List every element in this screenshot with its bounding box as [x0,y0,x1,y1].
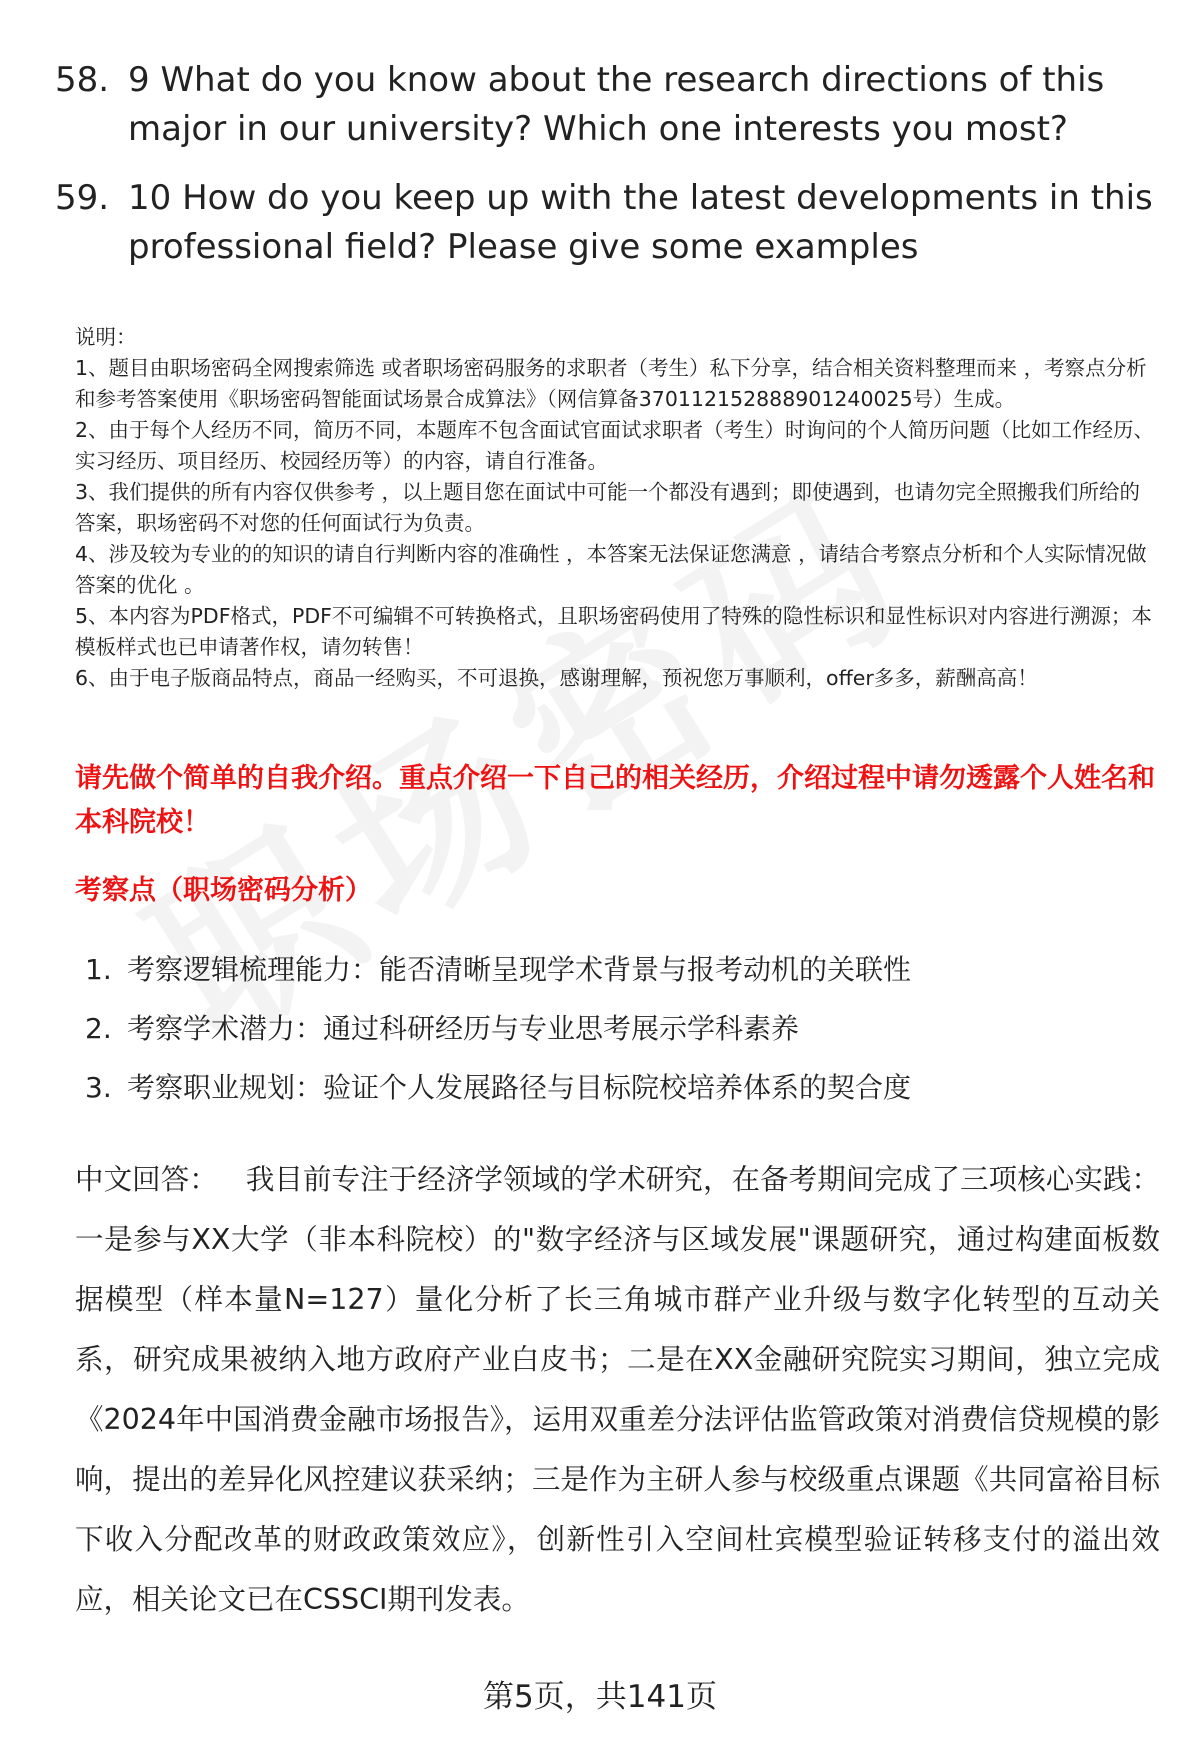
note-item: 5、本内容为PDF格式，PDF不可编辑不可转换格式，且职场密码使用了特殊的隐性标识和显性标识对内容进行溯源；本模板样式也已申请著作权，请勿转售！ [75,604,1152,659]
answer-label: 中文回答： [75,1163,218,1196]
point-text: 考察学术潜力：通过科研经历与专业思考展示学科素养 [127,1012,800,1045]
point-text: 考察逻辑梳理能力：能否清晰呈现学术背景与报考动机的关联性 [127,953,912,986]
note-item: 3、我们提供的所有内容仅供参考 ，以上题目您在面试中可能一个都没有遇到；即使遇到，也请勿完全照搬我们所给的答案，职场密码不对您的任何面试行为负责。 [75,480,1141,535]
answer-text: 我目前专注于经济学领域的学术研究，在备考期间完成了三项核心实践：一是参与XX大学（非本科院校）的"数字经济与区域发展"课题研究，通过构建面板数据模型（样本量N=127）量化分析了长三角城市群产业升级与数字化转型的互动关系，研究成果被纳入地方政府产业白皮书；二是在XX金融研究院实习期间，独立完成《2024年中国消费金融市场报告》，运用双重差分法评估监管政策对消费信贷规模的影响，提出的差异化风控建议获采纳；三是作为主研人参与校级重点课题《共同富裕目标下收入分配改革的财政政策效应》，创新性引入空间杜宾模型验证转移支付的溢出效应，相关论文已在CSSCI期刊发表。 [75,1163,1160,1616]
point-number: 3. [85,1071,112,1104]
english-question-58 [55,56,1165,154]
note-item: 2、由于每个人经历不同，简历不同，本题库不包含面试官面试求职者（考生）时询问的个人简历问题（比如工作经历、实习经历、项目经历、校园经历等）的内容，请自行准备。 [75,418,1155,473]
question-text: 10 How do you keep up with the latest developments in this professional field? Please give some examples [128,178,1153,267]
analysis-point [75,1063,1165,1122]
analysis-point [75,945,1165,1004]
analysis-heading: 考察点（职场密码分析） [75,875,372,906]
question-number: 59. [55,178,110,218]
notes-title: 说明： [75,325,137,349]
note-item: 4、涉及较为专业的的知识的请自行判断内容的准确性 ，本答案无法保证您满意 ，请结合考察点分析和个人实际情况做答案的优化 。 [75,542,1147,597]
interview-question: 请先做个简单的自我介绍。重点介绍一下自己的相关经历，介绍过程中请勿透露个人姓名和本科院校！ [75,763,1155,838]
point-number: 2. [85,1012,112,1045]
note-item: 6、由于电子版商品特点，商品一经购买，不可退换，感谢理解，预祝您万事顺利，offer多多，薪酬高高！ [75,666,1038,690]
point-number: 1. [85,953,112,986]
note-item: 1、题目由职场密码全网搜索筛选 或者职场密码服务的求职者（考生）私下分享，结合相关资料整理而来 ，考察点分析和参考答案使用《职场密码智能面试场景合成算法》（网信算备370112152888901240025号）生成。 [75,356,1147,411]
question-text: 9 What do you know about the research directions of this major in our university? Which one interests you most? [128,60,1105,149]
chinese-answer [75,1150,1160,1630]
point-text: 考察职业规划：验证个人发展路径与目标院校培养体系的契合度 [127,1071,912,1104]
disclaimer-notes [75,322,1155,694]
english-question-59 [55,174,1165,272]
analysis-points [75,945,1165,1122]
page-footer: 第5页，共141页 [483,1679,717,1715]
analysis-point [75,1004,1165,1063]
question-number: 58. [55,60,110,100]
